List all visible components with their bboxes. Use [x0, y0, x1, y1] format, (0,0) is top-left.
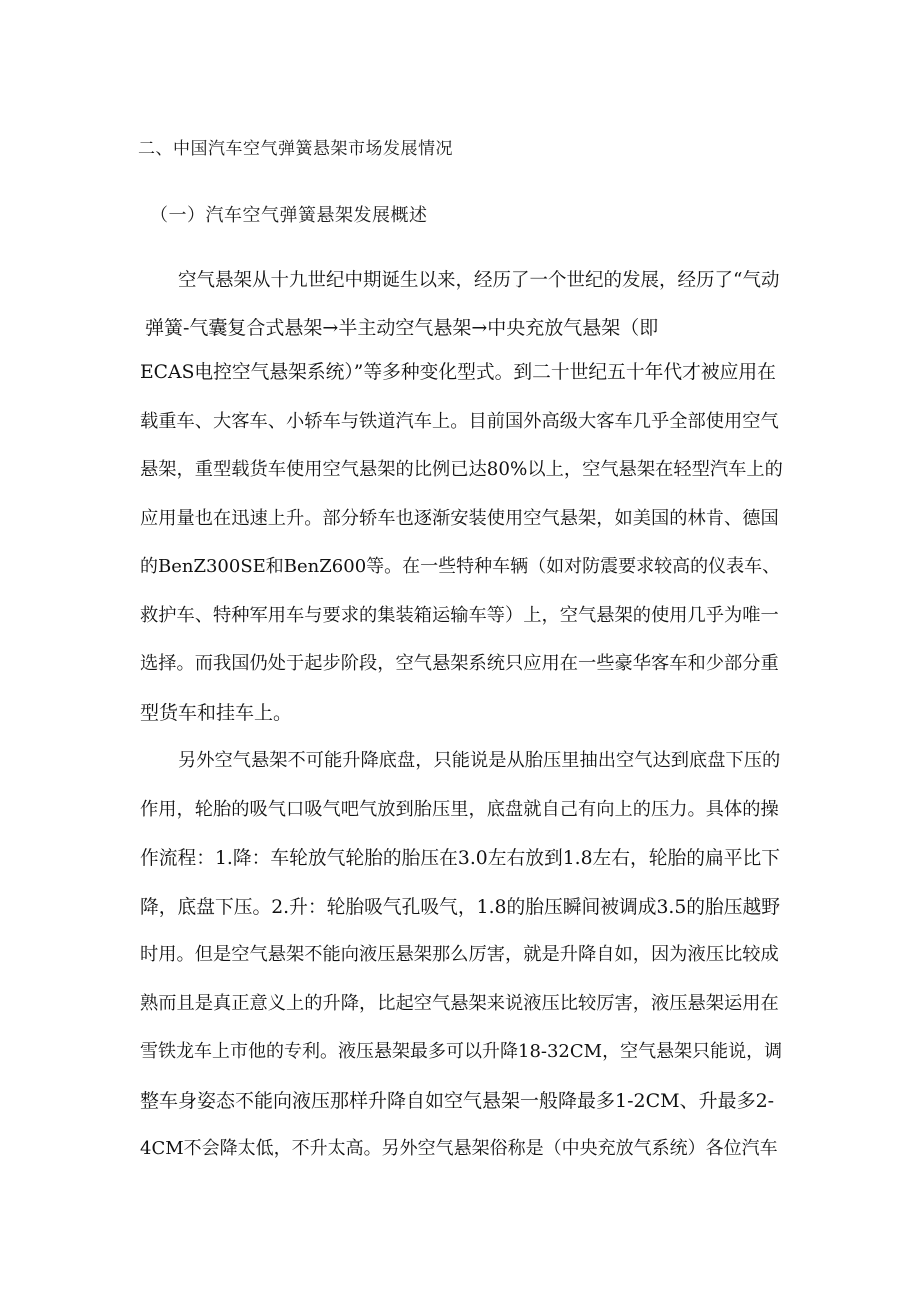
paragraph-line: ECAS电控空气悬架系统）”等多种变化型式。到二十世纪五十年代才被应用在 — [140, 362, 776, 383]
paragraph-line: 降，底盘下压。2.升：轮胎吸气孔吸气，1.8的胎压瞬间被调成3.5的胎压越野 — [140, 897, 781, 918]
paragraph-line: 空气悬架从十九世纪中期诞生以来，经历了一个世纪的发展，经历了“气动 — [178, 270, 780, 291]
paragraph-line: 作用，轮胎的吸气口吸气吧气放到胎压里，底盘就自己有向上的压力。具体的操 — [140, 799, 779, 820]
section-heading: 二、中国汽车空气弹簧悬架市场发展情况 — [138, 139, 453, 159]
paragraph-line: 型货车和挂车上。 — [140, 702, 293, 724]
subsection-heading: （一）汽车空气弹簧悬架发展概述 — [150, 205, 428, 226]
paragraph-line: 4CM不会降太低，不升太高。另外空气悬架俗称是（中央充放气系统）各位汽车 — [140, 1138, 778, 1159]
paragraph-line: 整车身姿态不能向液压那样升降自如空气悬架一般降最多1-2CM、升最多2- — [140, 1090, 775, 1112]
paragraph-line: 载重车、大客车、小轿车与铁道汽车上。目前国外高级大客车几乎全部使用空气 — [140, 411, 779, 432]
paragraph-line: 熟而且是真正意义上的升降，比起空气悬架来说液压比较厉害，液压悬架运用在 — [140, 993, 779, 1014]
paragraph-line: 悬架，重型载货车使用空气悬架的比例已达80%以上，空气悬架在轻型汽车上的 — [140, 459, 783, 480]
paragraph-line: 应用量也在迅速上升。部分轿车也逐渐安装使用空气悬架，如美国的林肯、德国 — [140, 508, 779, 529]
paragraph-line: 救护车、特种军用车与要求的集装箱运输车等）上，空气悬架的使用几乎为唯一 — [140, 605, 779, 626]
paragraph-line: 弹簧-气囊复合式悬架→半主动空气悬架→中央充放气悬架（即 — [145, 317, 659, 339]
paragraph-line: 选择。而我国仍处于起步阶段，空气悬架系统只应用在一些豪华客车和少部分重 — [140, 653, 779, 674]
paragraph-line: 时用。但是空气悬架不能向液压悬架那么厉害，就是升降自如，因为液压比较成 — [140, 944, 779, 965]
paragraph-line: 作流程：1.降：车轮放气轮胎的胎压在3.0左右放到1.8左右，轮胎的扁平比下 — [140, 848, 781, 869]
paragraph-line: 另外空气悬架不可能升降底盘，只能说是从胎压里抽出空气达到底盘下压的 — [178, 750, 781, 771]
paragraph-line: 的BenZ300SE和BenZ600等。在一些特种车辆（如对防震要求较高的仪表车、 — [140, 556, 781, 577]
paragraph-line: 雪铁龙车上市他的专利。液压悬架最多可以升降18-32CM，空气悬架只能说，调 — [140, 1041, 783, 1062]
